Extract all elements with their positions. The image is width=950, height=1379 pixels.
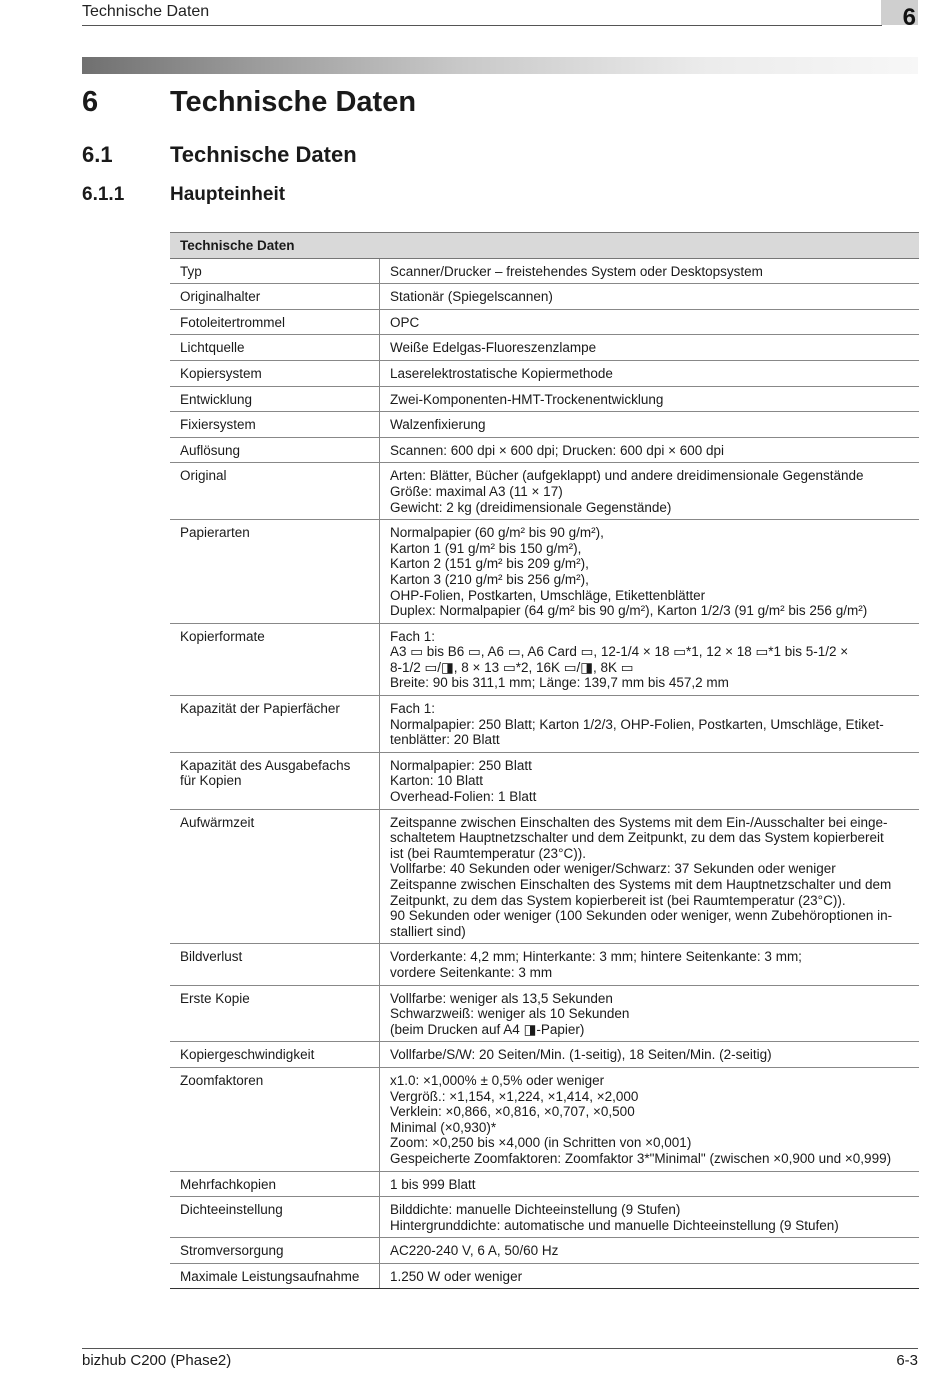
spec-value: Normalpapier (60 g/m² bis 90 g/m²), Karton 1 (91 g/m² bis 150 g/m²), Karton 2 (151 g/m² bis 209 g/m²), Karton 3 (210 g/m² bis 256 g/m²), OHP-Folien, Postkarten, Umschläge, Etikettenblätter Duplex: Normalpapier (64 g/m² bis 90 g/m²), Karton 1/2/3 (91 g/m² bis 256 g/m²) xyxy=(380,520,920,624)
table-row xyxy=(170,809,919,944)
spec-label: Kopiergeschwindigkeit xyxy=(170,1042,380,1068)
footer-rule xyxy=(82,1348,918,1349)
spec-label: Bildverlust xyxy=(170,944,380,985)
spec-value: Bilddichte: manuelle Dichteeinstellung (9 Stufen) Hintergrunddichte: automatische und manuelle Dichteeinstellung (9 Stufen) xyxy=(380,1197,920,1238)
subsection-number: 6.1.1 xyxy=(82,184,125,205)
spec-value: Zeitspanne zwischen Einschalten des Systems mit dem Ein-/Ausschalter bei einge- schaltetem Hauptnetzschalter und dem Zeitpunkt, zu dem das System kopierbereit ist (bei Raumtemperatur (23°C)). Vollfarbe: 40 Sekunden oder weniger/Schwarz: 37 Sekunden oder weniger Zeitspanne zwischen Einschalten des Systems mit dem Hauptnetzschalter und dem Zeitpunkt, zu dem das System kopierbereit ist (bei Raumtemperatur (23°C)). 90 Sekunden oder weniger (100 Sekunden oder weniger, wenn Zubehöroptionen in- stalliert sind) xyxy=(380,809,920,944)
section-heading xyxy=(82,142,357,168)
spec-label: Auflösung xyxy=(170,437,380,463)
spec-value: 1 bis 999 Blatt xyxy=(380,1171,920,1197)
running-title: Technische Daten xyxy=(82,3,210,20)
spec-label: Fotoleitertrommel xyxy=(170,309,380,335)
chapter-heading xyxy=(82,86,416,119)
spec-label: Mehrfachkopien xyxy=(170,1171,380,1197)
spec-label: Kapazität des Ausgabefachs für Kopien xyxy=(170,752,380,809)
section-number: 6.1 xyxy=(82,142,113,167)
table-row xyxy=(170,309,919,335)
spec-label: Fixiersystem xyxy=(170,412,380,438)
table-row xyxy=(170,985,919,1042)
spec-label: Typ xyxy=(170,258,380,284)
spec-value: Walzenfixierung xyxy=(380,412,920,438)
spec-value: Fach 1: A3 ▭ bis B6 ▭, A6 ▭, A6 Card ▭, 12-1/4 × 18 ▭*1, 12 × 18 ▭*1 bis 5-1/2 × 8-1/2 ▭/◨, 8 × 13 ▭*2, 16K ▭/◨, 8K ▭ Breite: 90 bis 311,1 mm; Länge: 139,7 mm bis 457,2 mm xyxy=(380,623,920,695)
spec-label: Aufwärmzeit xyxy=(170,809,380,944)
table-body xyxy=(170,258,919,1289)
chapter-tab: 6 xyxy=(881,0,918,25)
spec-value: Normalpapier: 250 Blatt Karton: 10 Blatt Overhead-Folien: 1 Blatt xyxy=(380,752,920,809)
spec-label: Stromversorgung xyxy=(170,1238,380,1264)
spec-label: Kapazität der Papierfächer xyxy=(170,696,380,753)
footer-page-number: 6-3 xyxy=(896,1352,918,1369)
decorative-gradient-bar xyxy=(82,57,918,74)
header-rule xyxy=(82,25,882,26)
table-row xyxy=(170,1067,919,1171)
specifications-table xyxy=(170,232,919,1289)
spec-value: Vollfarbe/S/W: 20 Seiten/Min. (1-seitig), 18 Seiten/Min. (2-seitig) xyxy=(380,1042,920,1068)
spec-value: Scannen: 600 dpi × 600 dpi; Drucken: 600 dpi × 600 dpi xyxy=(380,437,920,463)
spec-label: Lichtquelle xyxy=(170,335,380,361)
spec-value: Vorderkante: 4,2 mm; Hinterkante: 3 mm; hintere Seitenkante: 3 mm; vordere Seitenkante: 3 mm xyxy=(380,944,920,985)
table-row xyxy=(170,1197,919,1238)
spec-label: Kopierformate xyxy=(170,623,380,695)
section-title: Technische Daten xyxy=(170,142,357,167)
table-row xyxy=(170,335,919,361)
table-header: Technische Daten xyxy=(170,233,919,259)
table-row xyxy=(170,1042,919,1068)
spec-value: Scanner/Drucker – freistehendes System oder Desktopsystem xyxy=(380,258,920,284)
subsection-title: Haupteinheit xyxy=(170,184,286,205)
spec-label: Originalhalter xyxy=(170,284,380,310)
spec-value: Vollfarbe: weniger als 13,5 Sekunden Schwarzweiß: weniger als 10 Sekunden (beim Drucken auf A4 ◨-Papier) xyxy=(380,985,920,1042)
subsection-heading xyxy=(82,184,285,206)
table-row xyxy=(170,944,919,985)
spec-value: Weiße Edelgas-Fluoreszenzlampe xyxy=(380,335,920,361)
chapter-number: 6 xyxy=(82,86,99,118)
spec-value: Stationär (Spiegelscannen) xyxy=(380,284,920,310)
table-row xyxy=(170,623,919,695)
table-row xyxy=(170,284,919,310)
footer-product-name: bizhub C200 (Phase2) xyxy=(82,1352,232,1369)
chapter-title: Technische Daten xyxy=(170,86,417,118)
spec-value: AC220-240 V, 6 A, 50/60 Hz xyxy=(380,1238,920,1264)
spec-label: Zoomfaktoren xyxy=(170,1067,380,1171)
table-row xyxy=(170,258,919,284)
spec-value: 1.250 W oder weniger xyxy=(380,1263,920,1289)
table-row xyxy=(170,412,919,438)
table-row xyxy=(170,1263,919,1289)
table-row xyxy=(170,520,919,624)
table-row xyxy=(170,463,919,520)
spec-label: Kopiersystem xyxy=(170,360,380,386)
spec-label: Dichteeinstellung xyxy=(170,1197,380,1238)
table-row xyxy=(170,386,919,412)
spec-label: Entwicklung xyxy=(170,386,380,412)
spec-value: Zwei-Komponenten-HMT-Trockenentwicklung xyxy=(380,386,920,412)
table-row xyxy=(170,360,919,386)
table-header-row xyxy=(170,233,919,259)
table-row xyxy=(170,437,919,463)
spec-value: Fach 1: Normalpapier: 250 Blatt; Karton 1/2/3, OHP-Folien, Postkarten, Umschläge, Etiket- tenblätter: 20 Blatt xyxy=(380,696,920,753)
spec-label: Original xyxy=(170,463,380,520)
table-row xyxy=(170,1171,919,1197)
table-row xyxy=(170,752,919,809)
spec-value: Laserelektrostatische Kopiermethode xyxy=(380,360,920,386)
spec-value: Arten: Blätter, Bücher (aufgeklappt) und andere dreidimensionale Gegenstände Größe: maximal A3 (11 × 17) Gewicht: 2 kg (dreidimensionale Gegenstände) xyxy=(380,463,920,520)
spec-label: Erste Kopie xyxy=(170,985,380,1042)
spec-value: x1.0: ×1,000% ± 0,5% oder weniger Vergröß.: ×1,154, ×1,224, ×1,414, ×2,000 Verklein: ×0,866, ×0,816, ×0,707, ×0,500 Minimal (×0,930)* Zoom: ×0,250 bis ×4,000 (in Schritten von ×0,001) Gespeicherte Zoomfaktoren: Zoomfaktor 3*"Minimal" (zwischen ×0,900 und ×0,999) xyxy=(380,1067,920,1171)
spec-label: Maximale Leistungsaufnahme xyxy=(170,1263,380,1289)
table-row xyxy=(170,696,919,753)
table-row xyxy=(170,1238,919,1264)
spec-value: OPC xyxy=(380,309,920,335)
spec-label: Papierarten xyxy=(170,520,380,624)
